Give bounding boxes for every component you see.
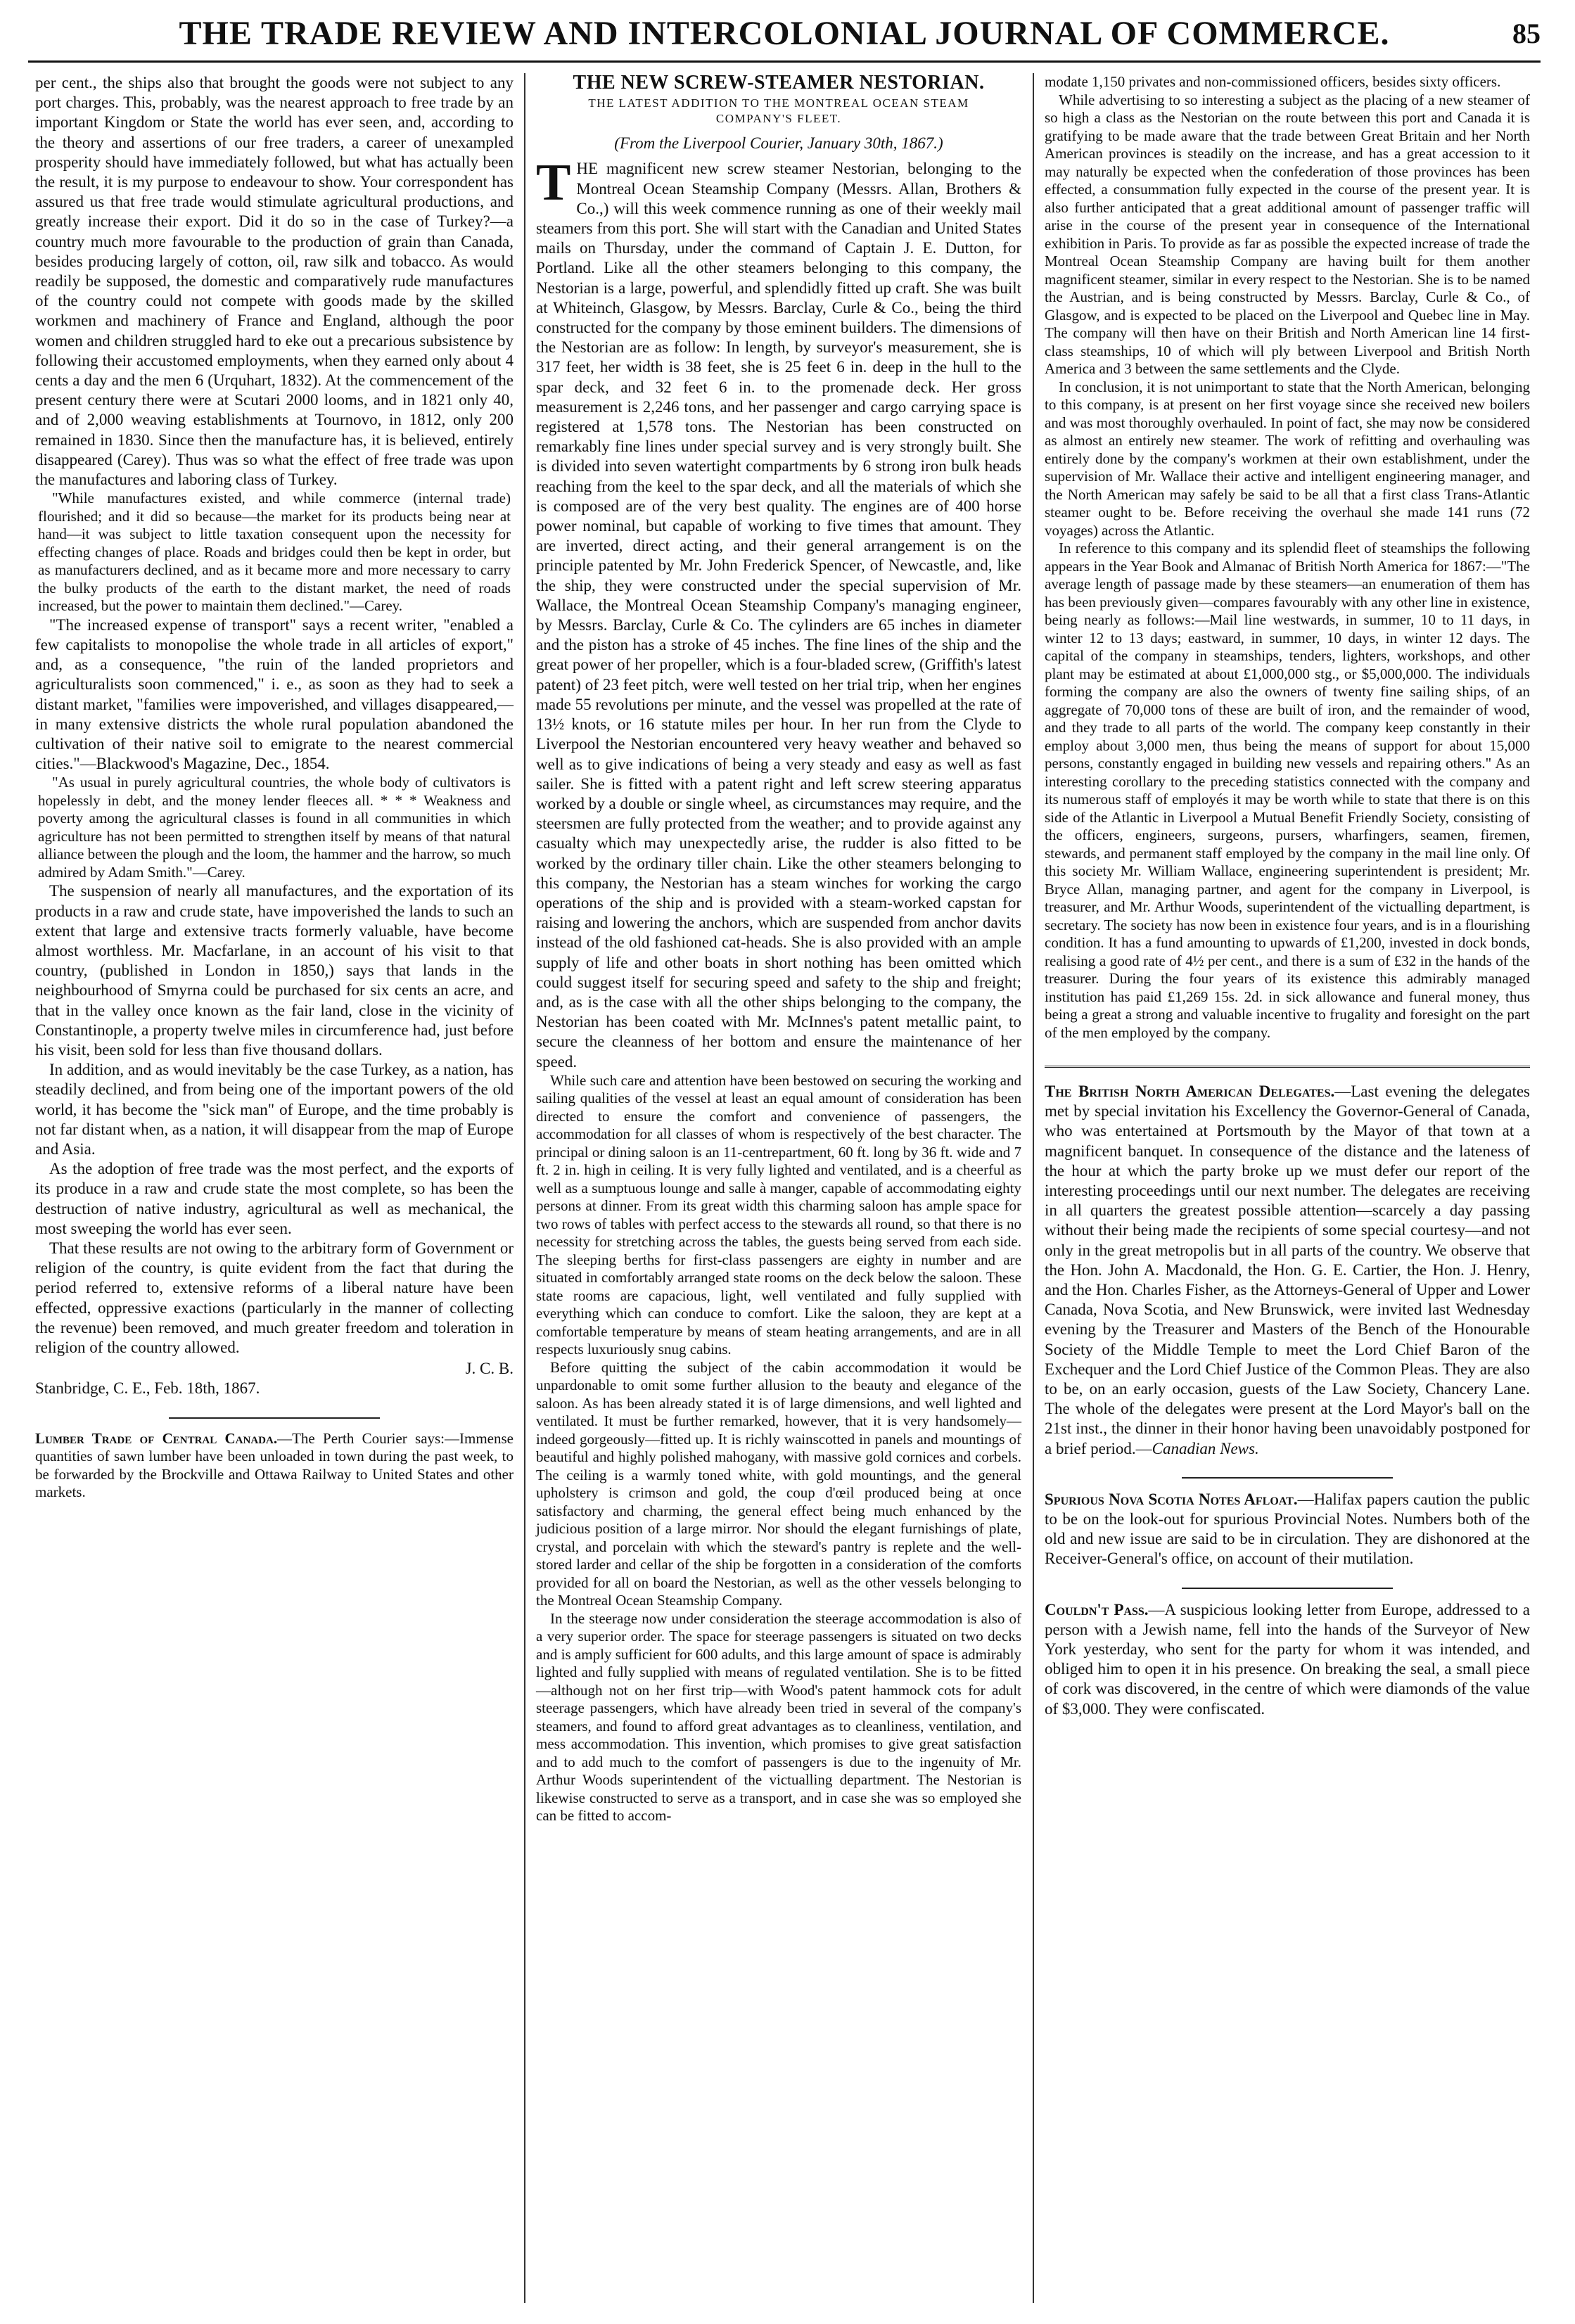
brief-body: —Last evening the delegates met by special invitation his Excellency the Governor-General of Canada, who was entertained at Portsmouth by the Mayor of that town at a magnificent banquet. In consequence of the distance and the lateness of the hour at which the party broke up we must defer our report of the interesting proceedings until our next number. The delegates are receiving in all quarters the greatest possible attention—scarcely a day passing without their being made the recipients of some special courtesy—and not only in the great metropolis but in all parts of the country. We observe that the Hon. John A. Macdonald, the Hon. G. E. Cartier, the Hon. J. Henry, and the Hon. Charles Fisher, as the Attorneys-General of Upper and Lower Canada, Nova Scotia, and New Brunswick, were invited last Wednesday evening by the Treasurer and Masters of the Bench of the Honourable Society of the Middle Temple to meet the Lord Chief Baron of the Exchequer and the Lord Chief Justice of the Common Pleas. They are also to be, on an early occasion, guests of the Law Society, Chancery Lane. The whole of the delegates were present at the Lord Mayor's ball on the 21st inst., the dinner in their honor having been unavoidably postponed for a brief period.— bbox=[1045, 1083, 1530, 1457]
article-paragraph: per cent., the ships also that brought the goods were not subject to any port charges. This, probably, was the nearest approach to free trade by an important Kingdom or State the world has ever seen, and, according to the theory and assertions of our free traders, a career of unexampled prosperity should have immediately followed, but what has actually been the result, it is my purpose to endeavour to show. Your correspondent has assured us that free trade would stimulate agricultural productions, and greatly increase their export. Did it do so in the case of Turkey?—a country much more favourable to the production of grain than Canada, besides producing largely of cotton, oil, raw silk and tobacco. As would readily be supposed, the domestic and comparatively rude manufactures of the country could not compete with goods made by the skilled workmen and machinery of France and England, although the poor women and children struggled hard to eke out a precarious subsistence by following their accustomed employments, when they earned only about 4 cents a day and the men 6 (Urquhart, 1832). At the commencement of the present century there were at Scutari 2000 looms, and in 1821 only 40, and of 2,000 weaving establishments at Tournovo, in 1812, only 200 remained in 1830. Since then the manufacture has, it is believed, entirely disappeared (Carey). Thus was so what the effect of free trade was upon the manufactures and laboring class of Turkey. bbox=[35, 74, 514, 489]
news-brief-lumber bbox=[35, 1430, 514, 1502]
paragraph-text: HE magnificent new screw steamer Nestorian, belonging to the Montreal Ocean Steamship Company (Messrs. Allan, Brothers & Co.,) will this week commence running as one of their weekly mail steamers from this port. She will start with the Canadian and United States mails on Thursday, under the command of Captain J. E. Dutton, for Portland. Like all the other steamers belonging to this company, the Nestorian is a large, powerful, and splendidly fitted up craft. She was built at Whiteinch, Glasgow, by Messrs. Barclay, Curle & Co., being the third constructed for the company by those eminent builders. The dimensions of the Nestorian are as follow: In length, by surveyor's measurement, she is 317 feet, her width is 38 feet, she is 25 feet 6 in. deep in the hull to the spar deck, and 32 feet 6 in. to the promenade deck. Her gross measurement is 2,246 tons, and her passenger and cargo carrying space is registered at 1,578 tons. The Nestorian has been constructed on remarkably fine lines under special survey and is very strongly built. She is divided into seven watertight compartments by 6 strong iron bulk heads reaching from the keel to the spar deck, and all the materials of which she is composed are of the very best quality. The engines are of 400 horse power nominal, but capable of working to five times that amount. They are inverted, direct acting, and their general arrangement is on the principle patented by Mr. John Frederick Spencer, of Newcastle, and, like the ship, they were constructed under the special supervision of Mr. Wallace, the Montreal Ocean Steamship Company's managing engineer, by Messrs. Barclay, Curle & Co. The cylinders are 65 inches in diameter and the piston has a stroke of 45 inches. The fine lines of the ship and the great power of her propeller, which is a four-bladed screw, (Griffith's latest patent) of 23 feet pitch, were well tested on her trial trip, when her engines made 55 revolutions per minute, and the vessel was propelled at the rate of 13½ knots, or 16 statute miles per hour. In her run from the Clyde to Liverpool the Nestorian encountered very heavy weather and behaved so well as to give indications of being a very steady and easy as well as fast sailer. She is fitted with a patent right and left screw steering apparatus worked by a double or single wheel, as circumstances may require, and the steersmen are fully protected from the weather; and to provide against any casualty which may unexpectedly arise, the rudder is also fitted to be worked by the ordinary tiller chain. Like the other steamers belonging to this company, the Nestorian has a steam winches for working the cargo operations of the ship and is provided with a steam-worked capstan for raising and lowering the anchors, which are suspended from anchor davits instead of the old fashioned cat-heads. She is also provided with an ample supply of life and other boats in short nothing has been omitted which could suggest itself for securing speed and safety to the ship and freight; and, as is the case with all the other ships belonging to the company, the Nestorian has been coated with Mr. McInnes's patent metallic paint, to secure the cleanness of her bottom and ensure the maintenance of her speed. bbox=[536, 160, 1021, 1071]
author-signature: J. C. B. bbox=[465, 1360, 514, 1378]
column-divider bbox=[1033, 73, 1034, 2303]
article-paragraph: As the adoption of free trade was the most perfect, and the exports of its produce in a raw and crude state the most complete, so has been the destruction of native industry, agricultural as well as mechanical, the most sweeping the world has ever seen. bbox=[35, 1160, 514, 1237]
brief-heading: Couldn't Pass. bbox=[1045, 1600, 1149, 1618]
article-paragraph: In the steerage now under consideration the steerage accommodation is also of a very superior order. The space for steerage passengers is situated on two decks and is amply sufficient for 600 adults, and this large amount of space is admirably lighted and fully supplied with means of regulated ventilation. She is to be fitted—although not on her first trip—with Wood's patent hammock cots for adult steerage passengers, which have already been tried in several of the company's steamers, and found to afford great advantages as to cleanliness, ventilation, and mess accommodation. This invention, which promises to give great satisfaction and to add much to the comfort of passengers is due to the ingenuity of Mr. Arthur Woods superintendent of the victualling department. The Nestorian is likewise constructed to serve as a transport, and in case she was so employed she can be fitted to accom- bbox=[536, 1609, 1021, 1825]
article-paragraph: That these results are not owing to the arbitrary form of Government or religion of the country, is quite evident from the fact that during the period referred to, extensive reforms of a liberal nature have been effected, oppressive exactions (particularly in the manner of collecting the revenue) been removed, and much greater freedom and toleration in religion of the country allowed. bbox=[35, 1239, 514, 1357]
article-paragraph: modate 1,150 privates and non-commissioned officers, besides sixty officers. bbox=[1045, 73, 1501, 90]
brief-body: —Halifax papers caution the public to be on the look-out for spurious Provincial Notes. Numbers both of the old and new issue are said to be in circulation. They are dishonored at the Receiver-General's office, on account of their mutilation. bbox=[1045, 1490, 1530, 1568]
article-paragraph: In reference to this company and its splendid fleet of steamships the following appears in the Year Book and Almanac of British North America for 1867:—"The average length of passage made by these steamers—an enumeration of them has has been previously given—compares favourably with any other line in existence, being nearly as follows:—Mail line westwards, in summer, 10 to 11 days, in winter 12 to 13 days; eastward, in summer, 10 days, in winter 12 days. The capital of the company in steamships, tenders, lighters, workshops, and other plant may be estimated at about £1,000,000 stg., or $5,000,000. The individuals forming the company are also the owners of twenty fine sailing ships, of an aggregate of 70,000 tons of these are built of iron, and the remainder of wood, and they trade to all parts of the world. The company keep constantly in their employ about 3,000 men, thus being the means of support for about 15,000 persons, constantly engaged in building new vessels and repairing others." As an interesting corollary to the preceding statistics connected with the company and its numerous staff of employés it may be worth while to state that there is on this side of the Atlantic in Liverpool a Mutual Benefit Friendly Society, consisting of the officers, engineers, surgeons, pursers, wharfingers, seamen, firemen, stewards, and permanent staff employed by the company in the mail line only. Of this society Mr. William Wallace, engineering superintendent is president; Mr. Bryce Allan, managing partner, and agent for the company in Liverpool, is treasurer, and Mr. Arthur Woods, superintendent of the victualling department, is secretary. The society has now been in existence four years, and is in a flourishing condition. It has a fund amounting to upwards of £1,200, invested in dock bonds, realising a good rate of 4½ per cent., and there is a sum of £32 in the hands of the treasurer. During the four years of its existence this admirably managed institution has paid £1,269 15s. 2d. in sick allowance and funeral money, thus being a great a strong and valuable incentive to frugality and foresight on the part of the men employed by the company. bbox=[1045, 540, 1530, 1041]
column-left bbox=[35, 73, 514, 1502]
header-rule bbox=[28, 60, 1541, 63]
article-paragraph: While such care and attention have been bestowed on securing the working and sailing qualities of the vessel at least an equal amount of consideration has been directed to ensure the comfort and convenience of passengers, the accommodation for all classes of whom is respectively of the best character. The principal or dining saloon is an 11-centrepartment, 60 ft. long by 36 ft. wide and 7 ft. 2 in. high in ceiling. It is very fully lighted and ventilated, and is a cheerful as well as a sumptuous lounge and salle à manger, capable of accommodating eighty persons at dinner. From its great width this charming saloon has ample space for two rows of tables with perfect access to the stewards all round, so that there is no necessity for stretching across the tables, the guests being served from each side. The sleeping berths for first-class passengers are eighty in number and are situated in comfortably arranged state rooms on the deck below the saloon. These state rooms are capacious, light, well ventilated and fully supplied with everything which can conduce to comfort. Like the saloon, they are kept at a comfortable temperature by means of steam heating arrangements, and are in all respects luxuriously snug cabins. bbox=[536, 1071, 1021, 1358]
article-paragraph: Before quitting the subject of the cabin accommodation it would be unpardonable to omit some further allusion to the beauty and elegance of the saloon. As has been already stated it is of large dimensions, and well lighted and ventilated. It must be further remarked, however, that it is very handsomely—indeed gorgeously—fitted up. It is richly wainscotted in panels and mountings of beautiful and highly polished mahogany, with massive gold cornices and corbels. The ceiling is a warmly toned white, with gold mountings, and the general upholstery is crimson and gold, the coup d'œil produced being at once satisfactory and charming, the general effect being much enhanced by the judicious position of a large mirror. Nor should the elegant furnishings of plate, crystal, and porcelain with which the steward's pantry is replete and the well-stored larder and cellar of the ship be forgotten in a consideration of the comforts provided for all on board the Nestorian, as well as the other vessels belonging to the Montreal Ocean Steamship Company. bbox=[536, 1358, 1021, 1609]
page-number: 85 bbox=[1512, 18, 1541, 49]
article-paragraph: The suspension of nearly all manufactures, and the exportation of its products in a raw and crude state, have impoverished the lands to such an extent that large and extensive tracts formerly valuable, have become almost worthless. Mr. Macfarlane, in an account of his visit to that country, (published in London in 1850,) says that lands in the neighbourhood of Smyrna could be purchased for six cents an acre, and that in the valley once known as the fair land, close in the vicinity of Constantinople, a property twelve miles in circumference had, just before his visit, been sold for less than five thousand dollars. bbox=[35, 882, 514, 1059]
column-middle bbox=[536, 73, 1021, 1825]
brief-credit: Canadian News. bbox=[1152, 1439, 1259, 1457]
section-separator bbox=[169, 1417, 380, 1419]
article-paragraph bbox=[536, 154, 1021, 1071]
running-title: THE TRADE REVIEW AND INTERCOLONIAL JOURNAL OF COMMERCE. bbox=[179, 15, 1390, 52]
article-paragraph: While advertising to so interesting a subject as the placing of a new steamer of so high a class as the Nestorian on the route between this port and Canada it is gratifying to be made aware that the trade between Great Britain and her North American provinces is steadily on the increase, and has a great accession to it may naturally be expected when the confederation of those provinces has been effected, a consummation fully expected in the course of the present year. It is also further anticipated that a great additional amount of passenger traffic will arise in the course of the present year in consequence of the International exhibition in Paris. To provide as far as possible the expected increase of trade the Montreal Ocean Steamship Company are having built for them another magnificent steamer, similar in every respect to the Nestorian. She is to be named the Austrian, and is being constructed by Messrs. Barclay, Curle & Co., of Glasgow, and is expected to be placed on the Liverpool and Quebec line in May. The company will then have on their British and North American line 14 first-class steamships, 10 of which will ply between Liverpool and British North America and 3 between the same settlements and the Clyde. bbox=[1045, 91, 1530, 377]
page-header bbox=[28, 14, 1541, 63]
section-separator bbox=[1045, 1066, 1530, 1068]
section-separator bbox=[1182, 1477, 1393, 1479]
brief-heading: The British North American Delegates. bbox=[1045, 1083, 1335, 1100]
section-separator bbox=[1182, 1588, 1393, 1589]
brief-body: —The Perth Courier says:—Immense quantities of sawn lumber have been unloaded in town during the past week, to be forwarded by the Brockville and Ottawa Railway to United States and other markets. bbox=[35, 1429, 514, 1501]
article-source: (From the Liverpool Courier, January 30th, 1867.) bbox=[614, 134, 943, 153]
brief-heading: Spurious Nova Scotia Notes Afloat. bbox=[1045, 1490, 1298, 1508]
column-right bbox=[1045, 73, 1530, 1719]
article-paragraph: "The increased expense of transport" says a recent writer, "enabled a few capitalists to monopolise the whole trade in all articles of export," and, as a consequence, "the ruin of the landed proprietors and agriculturalists soon commenced," i. e., as soon as they had to seek a distant market, "families were impoverished, and villages disappeared,—in many extensive districts the whole rural population abandoned the cultivation of their native soil to emigrate to the nearest commercial cities."—Blackwood's Magazine, Dec., 1854. bbox=[35, 615, 514, 773]
article-paragraph: In addition, and as would inevitably be the case Turkey, as a nation, has steadily declined, and from being one of the important powers of the old world, it has become the "sick man" of Europe, and the time probably is not far distant when, as a nation, it will disappear from the map of Europe and Asia. bbox=[35, 1061, 514, 1158]
article-headline: THE NEW SCREW-STEAMER NESTORIAN. bbox=[573, 72, 985, 94]
news-brief-spurious-notes bbox=[1045, 1490, 1530, 1569]
block-quote: "As usual in purely agricultural countries, the whole body of cultivators is hopelessly in debt, and the money lender fleeces all. * * * Weakness and poverty among the agricultural classes is found in all communities in which agriculture has not been permitted to strengthen itself by means of that natural alliance between the plough and the loom, the hammer and the harrow, so much admired by Adam Smith."—Carey. bbox=[38, 774, 511, 881]
drop-cap: T bbox=[536, 154, 571, 212]
column-divider bbox=[524, 73, 525, 2303]
brief-heading: Lumber Trade of Central Canada. bbox=[35, 1429, 278, 1447]
brief-body: —A suspicious looking letter from Europe, addressed to a person with a Jewish name, fell into the hands of the Surveyor of New York yesterday, who sent for the party for whom it was intended, and obliged him to open it in his presence. On breaking the seal, a small piece of cork was discovered, in the centre of which were diamonds of the value of $3,000. They were confiscated. bbox=[1045, 1600, 1530, 1718]
article-subheading: THE LATEST ADDITION TO THE MONTREAL OCEAN STEAM COMPANY'S FLEET. bbox=[588, 96, 969, 126]
dateline: Stanbridge, C. E., Feb. 18th, 1867. bbox=[35, 1379, 260, 1398]
article-paragraph: In conclusion, it is not unimportant to state that the North American, belonging to this company, is at present on her first voyage since she received new boilers and was most thoroughly overhauled. In point of fact, she may now be considered as almost an entirely new steamer. The work of refitting and overhauling was entirely done by the company's workmen at their own establishment, under the supervision of Mr. Wallace their active and intelligent engineering manager, and the North American may safely be said to be all that a first class Trans-Atlantic steamer ought to be. Before receiving the overhaul she made 141 runs (72 voyages) across the Atlantic. bbox=[1045, 378, 1530, 539]
news-brief-couldnt-pass bbox=[1045, 1600, 1530, 1719]
news-brief-delegates bbox=[1045, 1082, 1530, 1459]
block-quote: "While manufactures existed, and while commerce (internal trade) flourished; and it did so because—the market for its products being near at hand—it was subject to little taxation consequent upon the necessity for effecting changes of place. Roads and bridges could then be kept in order, but as manufacturers declined, and as it became more and more necessary to carry the bulky products of the earth to the distant market, the need of roads increased, but the power to maintain them declined."—Carey. bbox=[38, 490, 511, 615]
